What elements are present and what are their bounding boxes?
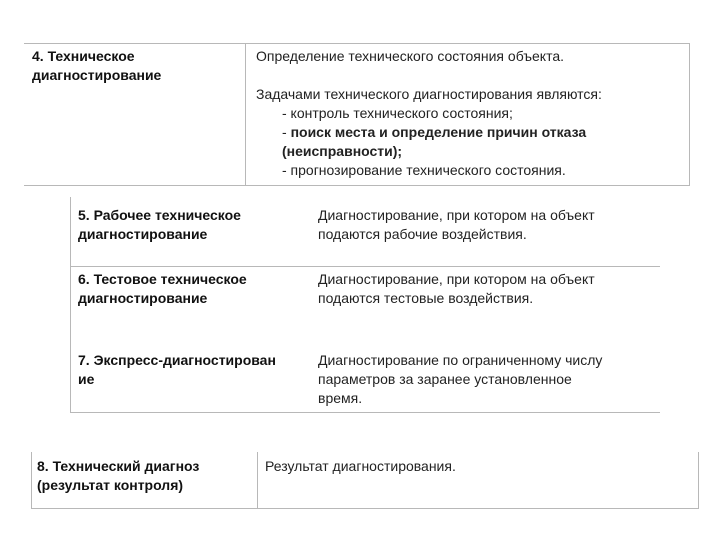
table-bottom-border xyxy=(24,185,690,186)
definition-cell xyxy=(318,270,658,308)
row-divider xyxy=(70,266,660,267)
definition-table-4 xyxy=(24,43,690,186)
term-cell xyxy=(78,351,308,389)
table-bottom-border xyxy=(70,412,660,413)
column-divider xyxy=(245,43,246,186)
table-left-border xyxy=(70,197,71,413)
definition-line: Диагностирование, при котором на объект xyxy=(318,207,595,223)
term-cell xyxy=(32,47,242,85)
task-bold-text: поиск места и определение причин отказа xyxy=(290,124,587,140)
term-line: 7. Экспресс-диагностирован xyxy=(78,352,276,368)
term-cell xyxy=(78,206,308,244)
task-item-bold-cont xyxy=(256,142,686,161)
spacer xyxy=(256,66,686,85)
term-line: 8. Технический диагноз xyxy=(37,458,200,474)
task-bold-text: (неисправности); xyxy=(282,143,403,159)
definition-cell xyxy=(318,351,658,408)
term-cell xyxy=(78,270,308,308)
definition-cell xyxy=(265,457,695,476)
definition-table-8 xyxy=(31,452,699,509)
tasks-header: Задачами технического диагностирования являются: xyxy=(256,86,602,102)
definition-line: параметров за заранее установленное xyxy=(318,371,572,387)
definition-line: Диагностирование по ограниченному числу xyxy=(318,352,603,368)
definition-line: подаются тестовые воздействия. xyxy=(318,290,534,306)
definition-line: Результат диагностирования. xyxy=(265,458,456,474)
term-cell xyxy=(37,457,252,495)
definition-line: Диагностирование, при котором на объект xyxy=(318,271,595,287)
definition-line: подаются рабочие воздействия. xyxy=(318,226,527,242)
table-right-border xyxy=(698,452,699,509)
table-bottom-border xyxy=(31,508,699,509)
term-line: 4. Техническое xyxy=(32,48,135,64)
term-line: ие xyxy=(78,371,95,387)
table-right-border xyxy=(689,43,690,186)
definition-intro: Определение технического состояния объекта. xyxy=(256,48,564,64)
term-line: (результат контроля) xyxy=(37,477,184,493)
term-line: диагностирование xyxy=(78,226,208,242)
task-prefix: - xyxy=(282,124,291,140)
term-line: диагностирование xyxy=(78,290,208,306)
task-item: - прогнозирование технического состояния. xyxy=(282,162,566,178)
definition-cell xyxy=(318,206,658,244)
term-line: диагностирование xyxy=(32,67,162,83)
term-line: 6. Тестовое техническое xyxy=(78,271,247,287)
task-item: - контроль технического состояния; xyxy=(282,105,513,121)
table-top-border xyxy=(24,43,690,44)
definition-cell xyxy=(256,47,686,180)
column-divider xyxy=(257,452,258,509)
term-line: 5. Рабочее техническое xyxy=(78,207,241,223)
definition-line: время. xyxy=(318,390,363,406)
definition-table-5-7 xyxy=(70,197,660,413)
task-item-bold xyxy=(256,123,686,142)
table-left-border xyxy=(31,452,32,509)
